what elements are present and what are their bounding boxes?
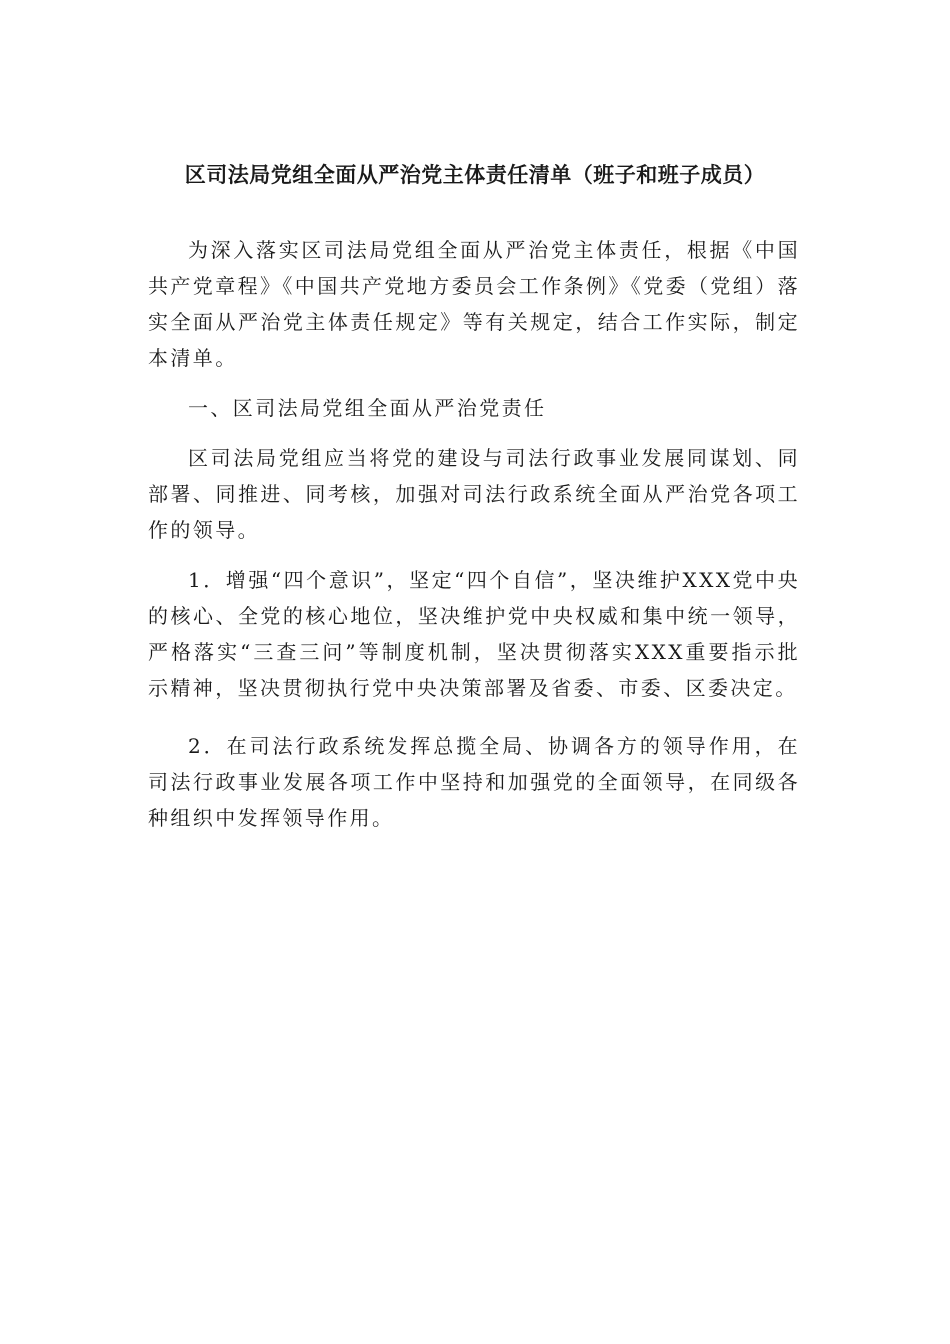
item-2-paragraph: 2．在司法行政系统发挥总揽全局、协调各方的领导作用，在司法行政事业发展各项工作中坚持和加强党的全面领导，在同级各种组织中发挥领导作用。 bbox=[148, 734, 800, 830]
document-title: 区司法局党组全面从严治党主体责任清单（班子和班子成员） bbox=[184, 163, 766, 187]
document-body bbox=[148, 232, 800, 842]
section-heading-1: 一、区司法局党组全面从严治党责任 bbox=[188, 396, 547, 420]
section-1-paragraph: 区司法局党组应当将党的建设与司法行政事业发展同谋划、同部署、同推进、同考核，加强对司法行政系统全面从严治党各项工作的领导。 bbox=[148, 446, 800, 542]
intro-paragraph: 为深入落实区司法局党组全面从严治党主体责任，根据《中国共产党章程》《中国共产党地方委员会工作条例》《党委（党组）落实全面从严治党主体责任规定》等有关规定，结合工作实际，制定本清单。 bbox=[148, 238, 800, 370]
item-1-paragraph: 1．增强“四个意识”，坚定“四个自信”，坚决维护XXX党中央的核心、全党的核心地位，坚决维护党中央权威和集中统一领导，严格落实“三查三问”等制度机制，坚决贯彻落实XXX重要指示批示精神，坚决贯彻执行党中央决策部署及省委、市委、区委决定。 bbox=[148, 568, 800, 700]
paragraph-spacer bbox=[148, 712, 800, 720]
